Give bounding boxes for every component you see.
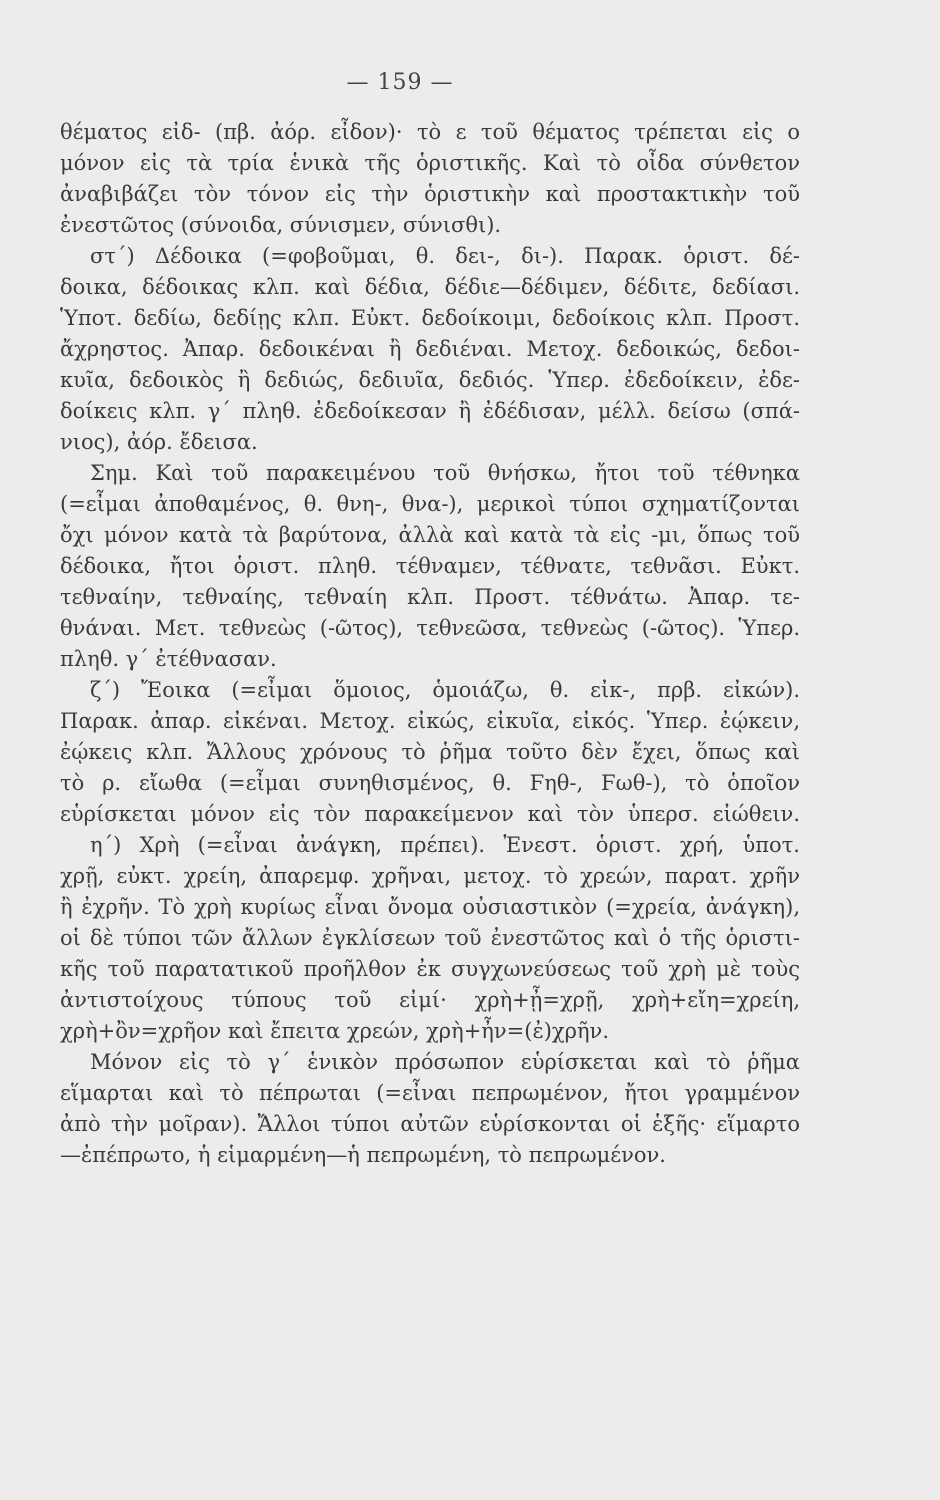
text-line: εὑρίσκεται μόνον εἰς τὸν παρακείμενον καὶ τὸν ὑπερσ. εἰώθειν. <box>60 802 800 826</box>
text-line: πληθ. γ΄ ἐτέθνασαν. <box>60 647 277 671</box>
text-line: ὄχι μόνον κατὰ τὰ βαρύτονα, ἀλλὰ καὶ κατὰ τὰ εἰς -μι, ὅπως τοῦ <box>60 523 800 547</box>
text-line: κυῖα, δεδοικὸς ἢ δεδιώς, δεδιυῖα, δεδιός. Ὑπερ. ἐδεδοίκειν, ἐδε- <box>60 368 800 392</box>
text-line: ἐῴκεις κλπ. Ἄλλους χρόνους τὸ ῥῆμα τοῦτο δὲν ἔχει, ὅπως καὶ <box>60 740 800 764</box>
text-line: τὸ ρ. εἴωθα (=εἶμαι συνηθισμένος, θ. Ϝηθ-, Ϝωθ-), τὸ ὁποῖον <box>60 771 800 795</box>
text-line: θέματος εἰδ- (πβ. ἀόρ. εἶδον)· τὸ ε τοῦ θέματος τρέπεται εἰς ο <box>60 120 800 144</box>
note-heading-line: Σημ. Καὶ τοῦ παρακειμένου τοῦ θνήσκω, ἤτοι τοῦ τέθνηκα <box>90 461 800 485</box>
text-line: δέδοικα, ἤτοι ὁριστ. πληθ. τέθναμεν, τέθνατε, τεθνᾶσι. Εὐκτ. <box>60 554 800 578</box>
text-line: Παρακ. ἀπαρ. εἰκέναι. Μετοχ. εἰκώς, εἰκυῖα, εἰκός. Ὑπερ. ἐῴκειν, <box>60 709 800 733</box>
text-line: ἀπὸ τὴν μοῖραν). Ἄλλοι τύποι αὐτῶν εὑρίσκονται οἱ ἑξῆς· εἵμαρτο <box>60 1112 800 1136</box>
text-line: (=εἶμαι ἀποθαμένος, θ. θνη-, θνα-), μερικοὶ τύποι σχηματίζονται <box>60 492 800 516</box>
text-line: ἐνεστῶτος (σύνοιδα, σύνισμεν, σύνισθι). <box>60 213 502 237</box>
body-text <box>60 117 800 1171</box>
text-line: θνάναι. Μετ. τεθνεὼς (-ῶτος), τεθνεῶσα, τεθνεὼς (-ῶτος). Ὑπερ. <box>60 616 800 640</box>
page-number: — 159 — <box>346 70 454 95</box>
text-line: χρῇ, εὐκτ. χρείη, ἀπαρεμφ. χρῆναι, μετοχ. τὸ χρεών, παρατ. χρῆν <box>60 864 800 888</box>
section-heading-line: ζ΄) Ἔοικα (=εἶμαι ὅμοιος, ὁμοιάζω, θ. εἰκ-, πρβ. εἰκών). <box>90 678 800 702</box>
text-line: ἢ ἐχρῆν. Τὸ χρὴ κυρίως εἶναι ὄνομα οὐσιαστικὸν (=χρεία, ἀνάγκη), <box>60 895 800 919</box>
text-line: —ἐπέπρωτο, ἡ εἱμαρμένη—ἡ πεπρωμένη, τὸ πεπρωμένον. <box>60 1143 666 1167</box>
text-line: χρὴ+ὂν=χρῆον καὶ ἔπειτα χρεών, χρὴ+ἦν=(ἐ)χρῆν. <box>60 1019 609 1043</box>
text-line: ἄχρηστος. Ἀπαρ. δεδοικέναι ἢ δεδιέναι. Μετοχ. δεδοικώς, δεδοι- <box>60 337 800 361</box>
text-line: οἱ δὲ τύποι τῶν ἄλλων ἐγκλίσεων τοῦ ἐνεστῶτος καὶ ὁ τῆς ὁριστι- <box>60 926 800 950</box>
text-line: ἀντιστοίχους τύπους τοῦ εἰμί· χρὴ+ᾖ=χρῇ, χρὴ+εἴη=χρείη, <box>60 988 800 1012</box>
text-line: Ὑποτ. δεδίω, δεδίῃς κλπ. Εὐκτ. δεδοίκοιμι, δεδοίκοις κλπ. Προστ. <box>60 306 800 330</box>
section-heading-line: στ΄) Δέδοικα (=φοβοῦμαι, θ. δει-, δι-). Παρακ. ὁριστ. δέ- <box>90 244 800 268</box>
text-line: τεθναίην, τεθναίης, τεθναίη κλπ. Προστ. τέθνάτω. Ἀπαρ. τε- <box>60 585 800 609</box>
paragraph-start-line: Μόνον εἰς τὸ γ΄ ἑνικὸν πρόσωπον εὑρίσκεται καὶ τὸ ῥῆμα <box>90 1050 800 1074</box>
section-heading-line: η΄) Χρὴ (=εἶναι ἀνάγκη, πρέπει). Ἐνεστ. ὁριστ. χρή, ὑποτ. <box>90 833 800 857</box>
text-line: δοίκεις κλπ. γ΄ πληθ. ἐδεδοίκεσαν ἢ ἐδέδισαν, μέλλ. δείσω (σπά- <box>60 399 800 423</box>
text-line: κῆς τοῦ παρατατικοῦ προῆλθον ἐκ συγχωνεύσεως τοῦ χρὴ μὲ τοὺς <box>60 957 800 981</box>
text-line: νιος), ἀόρ. ἔδεισα. <box>60 430 258 454</box>
text-line: ἀναβιβάζει τὸν τόνον εἰς τὴν ὁριστικὴν καὶ προστακτικὴν τοῦ <box>60 182 800 206</box>
text-line: εἵμαρται καὶ τὸ πέπρωται (=εἶναι πεπρωμένον, ἤτοι γραμμένον <box>60 1081 800 1105</box>
text-line: μόνον εἰς τὰ τρία ἑνικὰ τῆς ὁριστικῆς. Καὶ τὸ οἶδα σύνθετον <box>60 151 800 175</box>
text-line: δοικα, δέδοικας κλπ. καὶ δέδια, δέδιε—δέδιμεν, δέδιτε, δεδίασι. <box>60 275 800 299</box>
